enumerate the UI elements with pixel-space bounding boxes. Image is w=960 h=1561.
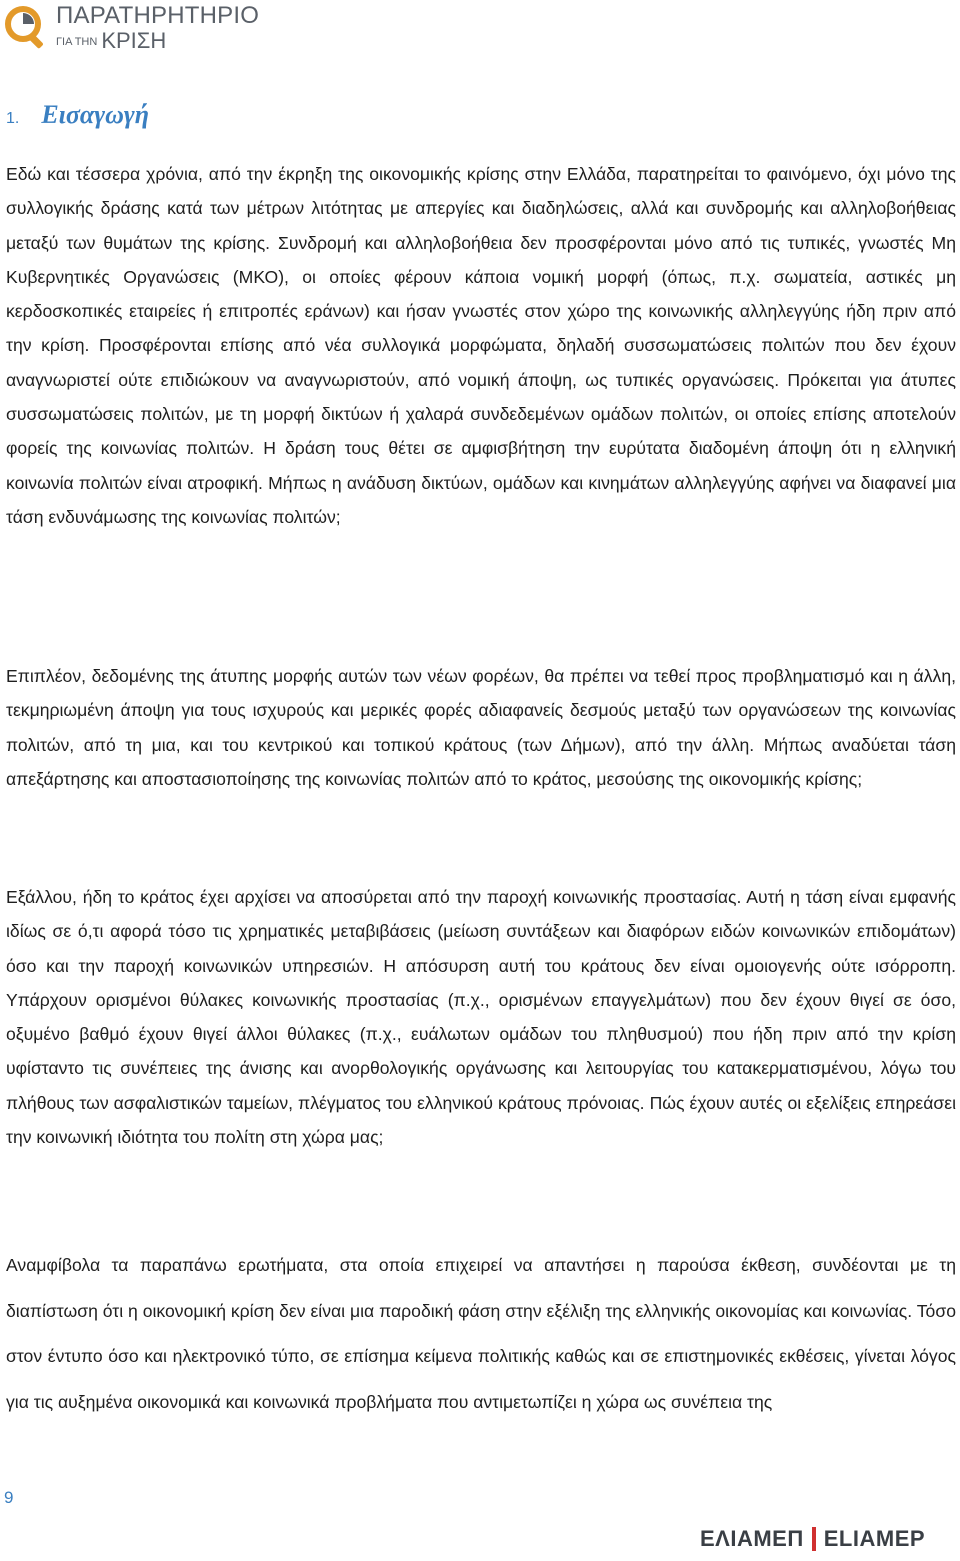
observatory-logo	[4, 4, 259, 52]
section-number: 1.	[6, 110, 20, 127]
eliamep-logo-greek: ΕΛΙΑΜΕΠ	[700, 1526, 804, 1551]
eliamep-logo	[700, 1526, 925, 1552]
magnifier-logo-icon	[4, 5, 50, 51]
logo-title: ΠΑΡΑΤΗΡΗΤΗΡΙΟ	[56, 2, 260, 29]
page-number: 9	[4, 1488, 14, 1507]
logo-subtitle-small: ΓΙΑ ΤΗΝ	[56, 35, 98, 48]
paragraph-3: Εξάλλου, ήδη το κράτος έχει αρχίσει να αποσύρεται από την παροχή κοινωνικής προστασίας. Αυτή η τάση είναι εμφανής ιδίως σε ό,τι αφορά τόσο τις χρηματικές μεταβιβάσεις (μείωση συντάξεων και διαφόρων ειδών κοινωνικών επιδομάτων) όσο και την παροχή κοινωνικών υπηρεσιών. Η απόσυρση αυτή του κράτους δεν είναι ομοιογενής ούτε ισόρροπη. Υπάρχουν ορισμένοι θύλακες κοινωνικής προστασίας (π.χ., ορισμένων επαγγελμάτων) που δεν έχουν θιγεί σε όσο, οξυμένο βαθμό έχουν θιγεί άλλοι θύλακες (π.χ., ευάλωτων ομάδων του πληθυσμού) που ήδη πριν από την κρίση υφίσταντο τις συνέπειες της άνισης και ανορθολογικής οργάνωσης και λειτουργίας του κατακερματισμένου, λόγω του πλήθους των ασφαλιστικών ταμείων, πλέγματος του ελληνικού κράτους πρόνοιας. Πώς έχουν αυτές οι εξελίξεις επηρεάσει την κοινωνική ιδιότητα του πολίτη στη χώρα μας;	[6, 887, 956, 1148]
paragraph-1: Εδώ και τέσσερα χρόνια, από την έκρηξη της οικονομικής κρίσης στην Ελλάδα, παρατηρείται το φαινόμενο, όχι μόνο της συλλογικής δράσης κατά των μέτρων λιτότητας με απεργίες και διαδηλώσεις, αλλά και συνδρομής και αλληλοβοήθειας μεταξύ των θυμάτων της κρίσης. Συνδρομή και αλληλοβοήθεια δεν προσφέρονται μόνο από τις τυπικές, γνωστές Μη Κυβερνητικές Οργανώσεις (ΜΚΟ), οι οποίες φέρουν κάποια νομική μορφή (όπως, π.χ. σωματεία, αστικές μη κερδοσκοπικές εταιρείες ή επιτροπές εράνων) και ήσαν γνωστές στον χώρο της κοινωνικής αλληλεγγύης ήδη πριν από την κρίση. Προσφέρονται επίσης από νέα συλλογικά μορφώματα, δηλαδή συσσωματώσεις πολιτών που δεν έχουν αναγνωριστεί ούτε επιδιώκουν να αναγνωριστούν, από νομική άποψη, ως τυπικές οργανώσεις. Πρόκειται για άτυπες συσσωματώσεις πολιτών, με τη μορφή δικτύων ή χαλαρά συνδεδεμένων ομάδων πολιτών, οι οποίες επίσης αποτελούν φορείς της κοινωνίας πολιτών. Η δράση τους θέτει σε αμφισβήτηση την ευρύτατα διαδομένη άποψη ότι η ελληνική κοινωνία πολιτών είναι ατροφική. Μήπως η ανάδυση δικτύων, ομάδων και κινημάτων αλληλεγγύης αφήνει να διαφανεί μια τάση ενδυνάμωσης της κοινωνίας πολιτών;	[6, 164, 956, 527]
logo-divider	[812, 1527, 816, 1551]
logo-subtitle: ΚΡΙΣΗ	[101, 28, 167, 53]
paragraph-2: Επιπλέον, δεδομένης της άτυπης μορφής αυτών των νέων φορέων, θα πρέπει να τεθεί προς προβληματισμό και η άλλη, τεκμηριωμένη άποψη για τους ισχυρούς και μερικές φορές αδιαφανείς δεσμούς μεταξύ των οργανώσεων της κοινωνίας πολιτών, από τη μια, και του κεντρικού και τοπικού κράτους (των Δήμων), από την άλλη. Μήπως αναδύεται τάση απεξάρτησης και αποστασιοποίησης της κοινωνίας πολιτών από το κράτος, μεσούσης της οικονομικής κρίσης;	[6, 666, 956, 789]
eliamep-logo-latin: ELIAMEP	[823, 1526, 926, 1551]
section-title: Εισαγωγή	[41, 100, 150, 129]
section-heading	[6, 100, 149, 130]
paragraph-4: Αναμφίβολα τα παραπάνω ερωτήματα, στα οποία επιχειρεί να απαντήσει η παρούσα έκθεση, συνδέονται με τη διαπίστωση ότι η οικονομική κρίση δεν είναι μια παροδική φάση στην εξέλιξη της ελληνικής οικονομίας και κοινωνίας. Τόσο στον έντυπο όσο και ηλεκτρονικό τύπο, σε επίσημα κείμενα πολιτικής καθώς και σε επιστημονικές εκθέσεις, γίνεται λόγος για τις αυξημένα οικονομικά και κοινωνικά προβλήματα που αντιμετωπίζει η χώρα ως συνέπεια της	[6, 1255, 956, 1412]
